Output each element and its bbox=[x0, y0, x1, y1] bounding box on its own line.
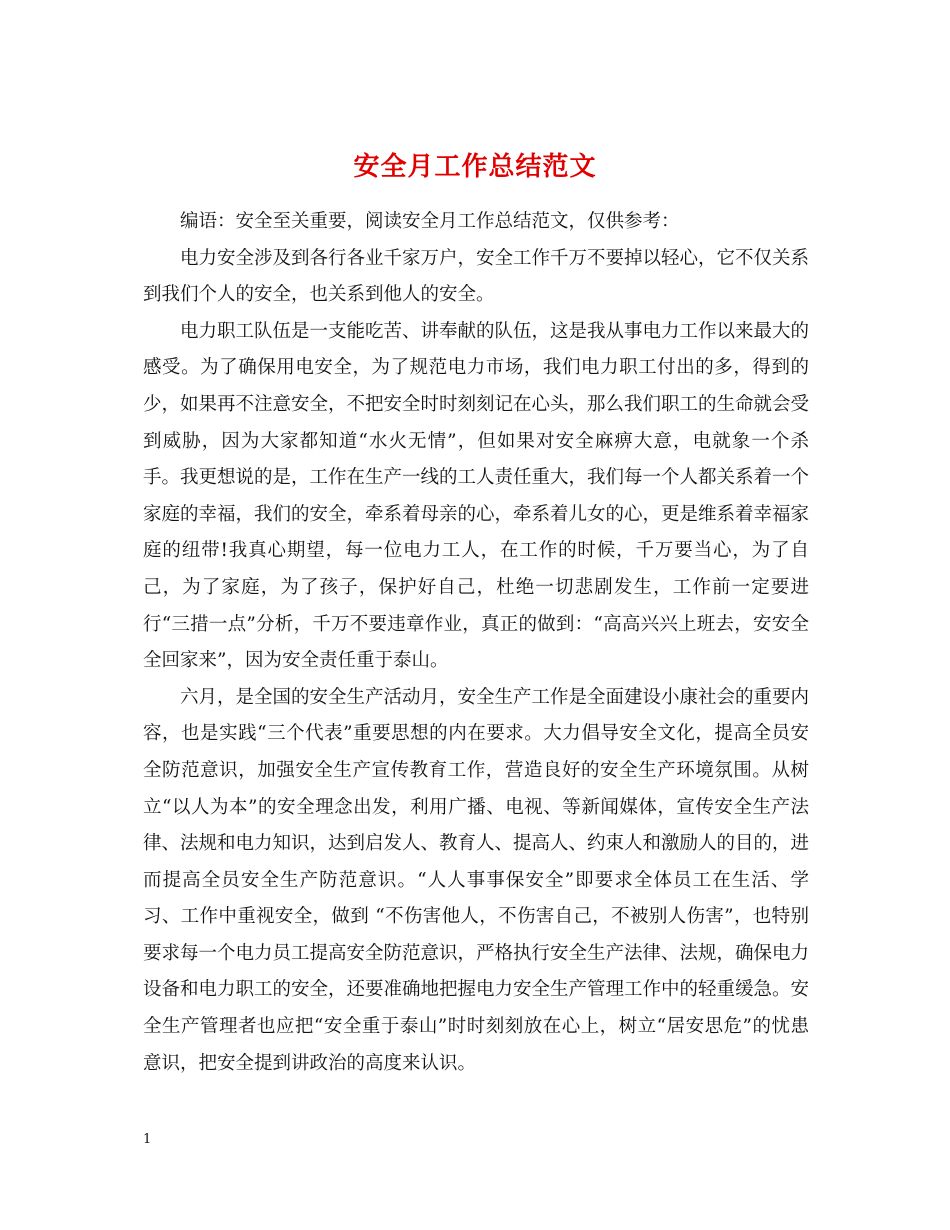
paragraph-intro: 编语：安全至关重要，阅读安全月工作总结范文，仅供参考： bbox=[180, 211, 680, 232]
document-body bbox=[143, 204, 809, 1082]
page-title: 安全月工作总结范文 bbox=[353, 152, 597, 183]
paragraph-3: 六月，是全国的安全生产活动月，安全生产工作是全面建设小康社会的重要内容，也是实践“三个代表”重要思想的内在要求。大力倡导安全文化，提高全员安全防范意识，加强安全生产宣传教育工作，营造良好的安全生产环境氛围。从树立“以人为本”的安全理念出发，利用广播、电视、等新闻媒体，宣传安全生产法律、法规和电力知识，达到启发人、教育人、提高人、约束人和激励人的目的，进而提高全员安全生产防范意识。“人人事事保安全”即要求全体员工在生活、学习、工作中重视安全，做到 “不伤害他人，不伤害自己，不被别人伤害”，也特别要求每一个电力员工提高安全防范意识，严格执行安全生产法律、法规，确保电力设备和电力职工的安全，还要准确地把握电力安全生产管理工作中的轻重缓急。安全生产管理者也应把“安全重于泰山”时时刻刻放在心上，树立“居安思危”的忧患意识，把安全提到讲政治的高度来认识。 bbox=[143, 686, 810, 1074]
page-number: 1 bbox=[143, 1132, 152, 1147]
paragraph-1: 电力安全涉及到各行各业千家万户，安全工作千万不要掉以轻心，它不仅关系到我们个人的安全，也关系到他人的安全。 bbox=[143, 247, 810, 306]
paragraph-2: 电力职工队伍是一支能吃苦、讲奉献的队伍，这是我从事电力工作以来最大的感受。为了确保用电安全，为了规范电力市场，我们电力职工付出的多，得到的少，如果再不注意安全，不把安全时时刻刻记在心头，那么我们职工的生命就会受到威胁，因为大家都知道“水火无情”，但如果对安全麻痹大意，电就象一个杀手。我更想说的是，工作在生产一线的工人责任重大，我们每一个人都关系着一个家庭的幸福，我们的安全，牵系着母亲的心，牵系着儿女的心，更是维系着幸福家庭的纽带!我真心期望，每一位电力工人，在工作的时候，千万要当心，为了自己，为了家庭，为了孩子，保护好自己，杜绝一切悲剧发生，工作前一定要进行“三措一点”分析，千万不要违章作业，真正的做到：“高高兴兴上班去，安安全全回家来”，因为安全责任重于泰山。 bbox=[143, 320, 810, 672]
